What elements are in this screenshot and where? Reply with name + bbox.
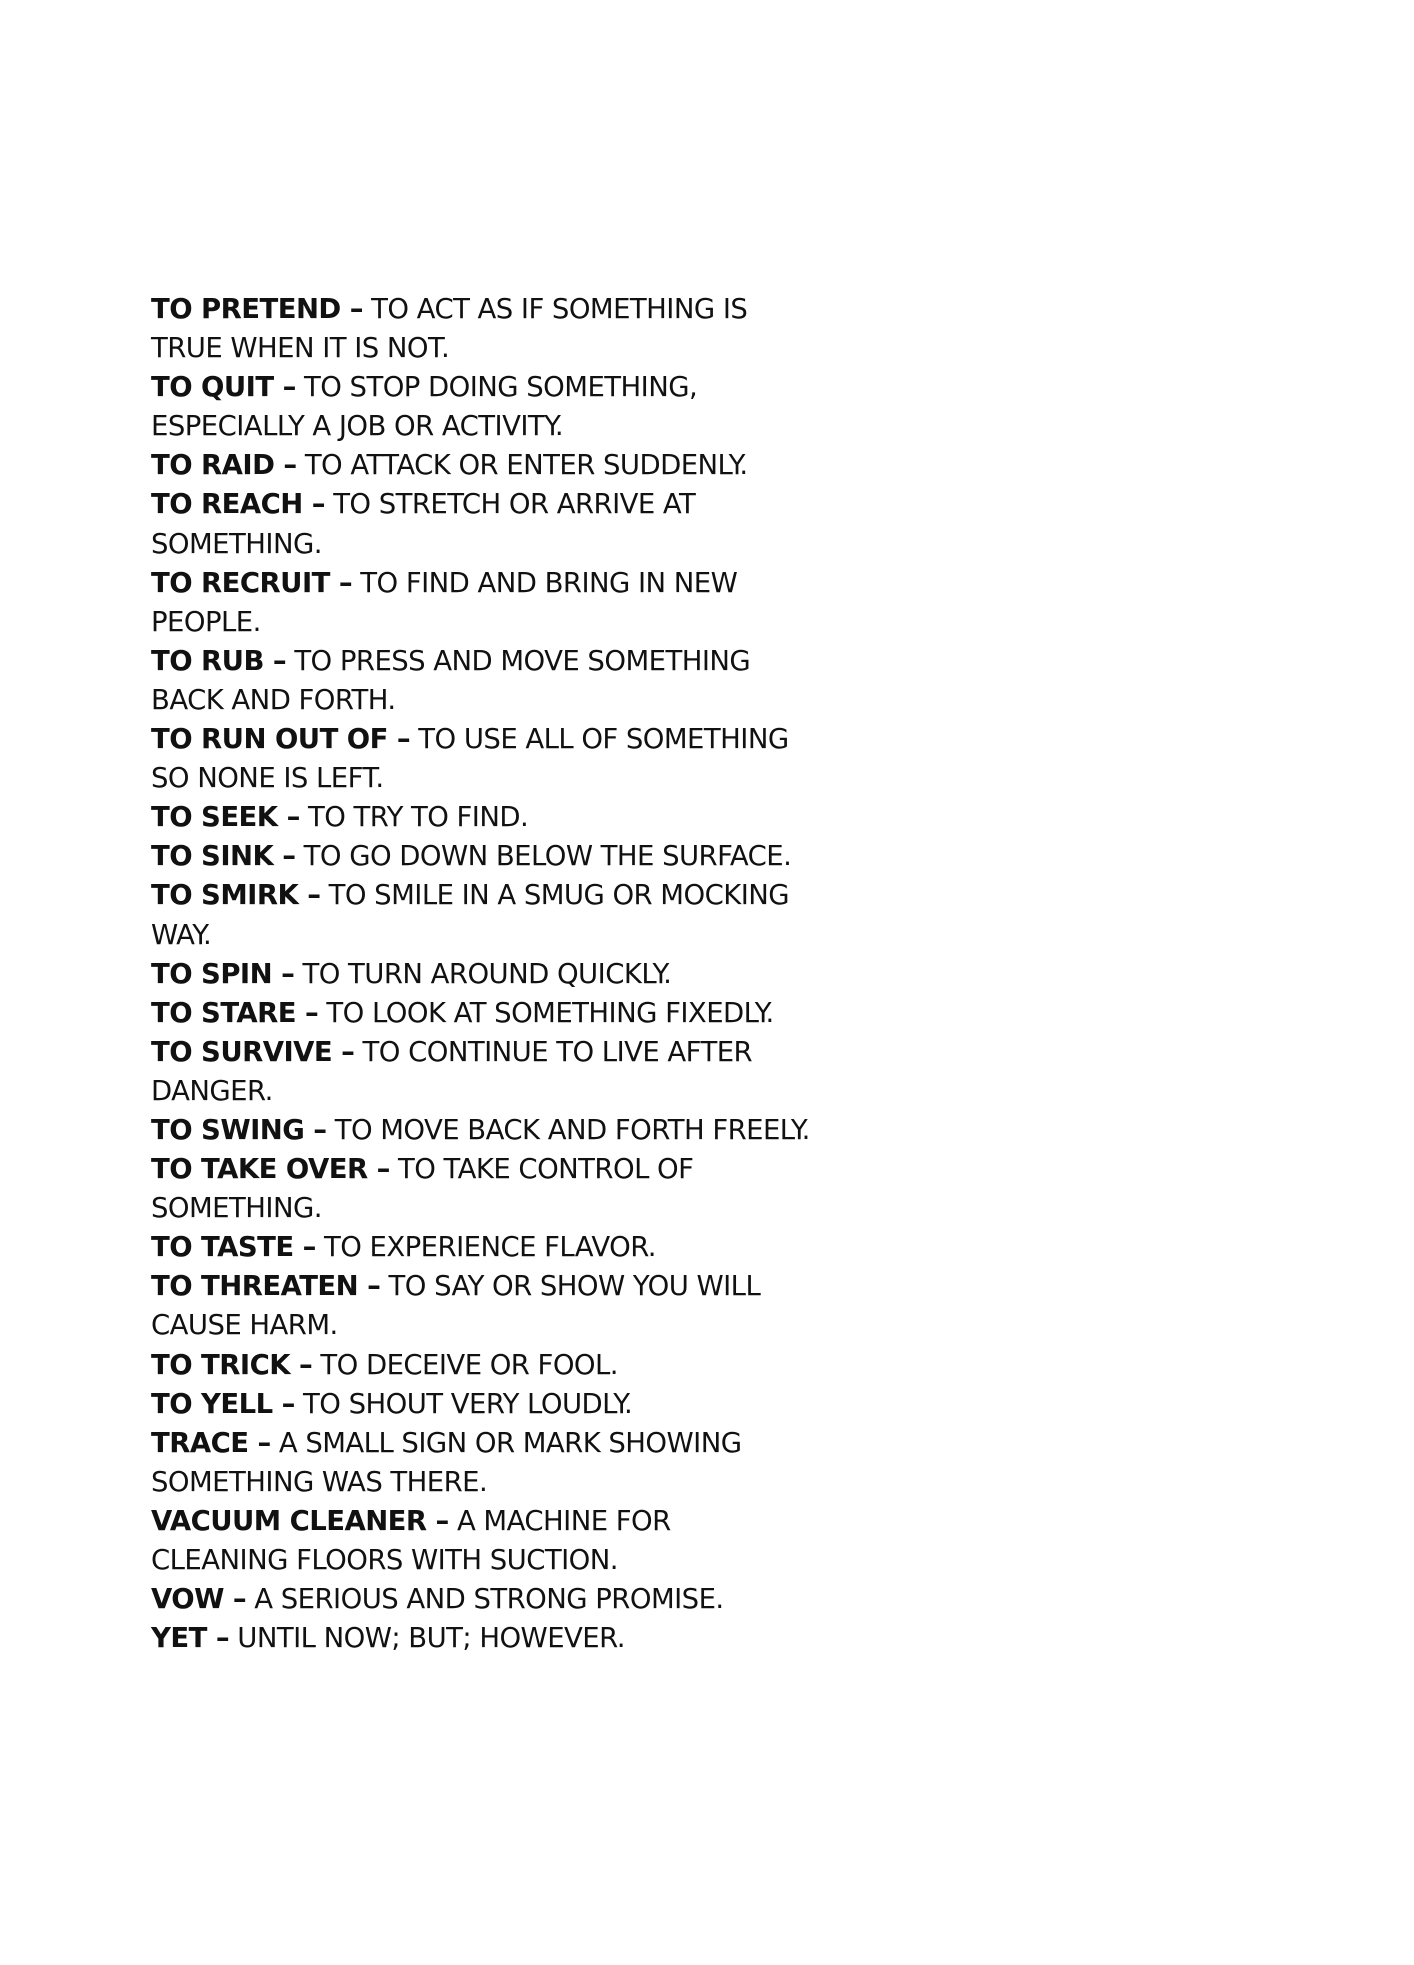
vocab-entry — [151, 1424, 811, 1502]
vocab-term: TO RUN OUT OF – — [151, 723, 411, 756]
vocab-entry — [151, 642, 811, 720]
vocab-definition: A SMALL SIGN OR MARK SHOWING SOMETHING WAS THERE. — [151, 1426, 742, 1498]
vocab-entry — [151, 1111, 811, 1150]
vocab-entry — [151, 1580, 811, 1619]
vocab-term: VOW – — [151, 1583, 247, 1616]
vocab-definition: TO TAKE CONTROL OF SOMETHING. — [151, 1153, 694, 1225]
vocab-definition: TO SHOUT VERY LOUDLY. — [303, 1387, 633, 1420]
vocab-term: TO TAKE OVER – — [151, 1153, 390, 1186]
vocab-term: TO RUB – — [151, 644, 287, 677]
vocab-entry — [151, 290, 811, 368]
vocab-term: VACUUM CLEANER – — [151, 1504, 449, 1537]
vocab-term: TO SPIN – — [151, 957, 295, 990]
vocab-definition: TO EXPERIENCE FLAVOR. — [324, 1231, 656, 1264]
vocab-entry — [151, 1033, 811, 1111]
vocab-term: TO THREATEN – — [151, 1270, 381, 1303]
vocab-definition: TO GO DOWN BELOW THE SURFACE. — [303, 840, 792, 873]
vocab-term: YET – — [151, 1622, 230, 1655]
vocab-entry — [151, 1619, 811, 1658]
vocab-definition: TO SMILE IN A SMUG OR MOCKING WAY. — [151, 879, 790, 951]
vocab-term: TO TRICK – — [151, 1348, 313, 1381]
vocab-definition: TO USE ALL OF SOMETHING SO NONE IS LEFT. — [151, 723, 789, 795]
vocab-entry — [151, 1150, 811, 1228]
vocab-term: TO STARE – — [151, 996, 319, 1029]
vocab-entry — [151, 446, 811, 485]
vocab-definition: TO SAY OR SHOW YOU WILL CAUSE HARM. — [151, 1270, 761, 1342]
vocab-term: TO QUIT – — [151, 371, 296, 404]
vocab-entry — [151, 485, 811, 563]
vocab-entry — [151, 1228, 811, 1267]
vocab-term: TO SURVIVE – — [151, 1035, 355, 1068]
vocab-definition: TO ATTACK OR ENTER SUDDENLY. — [304, 449, 748, 482]
vocab-entry — [151, 798, 811, 837]
vocab-term: TO SWING – — [151, 1113, 327, 1146]
vocab-definition: TO MOVE BACK AND FORTH FREELY. — [334, 1113, 810, 1146]
vocab-entry — [151, 837, 811, 876]
vocab-definition: TO TURN AROUND QUICKLY. — [302, 957, 672, 990]
vocab-definition: TO LOOK AT SOMETHING FIXEDLY. — [326, 996, 774, 1029]
vocab-entry — [151, 955, 811, 994]
vocab-term: TO SEEK – — [151, 801, 300, 834]
vocab-term: TO RECRUIT – — [151, 566, 353, 599]
vocab-definition: A SERIOUS AND STRONG PROMISE. — [254, 1583, 724, 1616]
vocab-definition: TO STRETCH OR ARRIVE AT SOMETHING. — [151, 488, 696, 560]
vocab-term: TO YELL – — [151, 1387, 295, 1420]
vocab-term: TO RAID – — [151, 449, 297, 482]
vocab-definition: UNTIL NOW; BUT; HOWEVER. — [237, 1622, 625, 1655]
vocab-entry — [151, 876, 811, 954]
vocab-term: TO TASTE – — [151, 1231, 316, 1264]
vocab-definition: TO CONTINUE TO LIVE AFTER DANGER. — [151, 1035, 753, 1107]
vocab-entry — [151, 720, 811, 798]
vocab-entry — [151, 564, 811, 642]
vocab-entry — [151, 368, 811, 446]
vocab-term: TRACE – — [151, 1426, 271, 1459]
vocab-definition: A MACHINE FOR CLEANING FLOORS WITH SUCTION. — [151, 1504, 671, 1576]
vocab-definition: TO TRY TO FIND. — [307, 801, 529, 834]
vocabulary-list — [151, 290, 811, 1658]
vocab-definition: TO ACT AS IF SOMETHING IS TRUE WHEN IT IS NOT. — [151, 293, 748, 365]
vocab-definition: TO STOP DOING SOMETHING, ESPECIALLY A JOB OR ACTIVITY. — [151, 371, 698, 443]
vocab-entry — [151, 1346, 811, 1385]
vocab-term: TO SINK – — [151, 840, 296, 873]
vocab-entry — [151, 1385, 811, 1424]
vocab-term: TO SMIRK – — [151, 879, 321, 912]
vocab-term: TO REACH – — [151, 488, 325, 521]
vocab-definition: TO DECEIVE OR FOOL. — [320, 1348, 618, 1381]
vocab-entry — [151, 994, 811, 1033]
vocab-definition: TO FIND AND BRING IN NEW PEOPLE. — [151, 566, 738, 638]
vocab-entry — [151, 1502, 811, 1580]
vocab-term: TO PRETEND – — [151, 293, 363, 325]
vocab-entry — [151, 1267, 811, 1345]
vocab-definition: TO PRESS AND MOVE SOMETHING BACK AND FORTH. — [151, 644, 751, 716]
